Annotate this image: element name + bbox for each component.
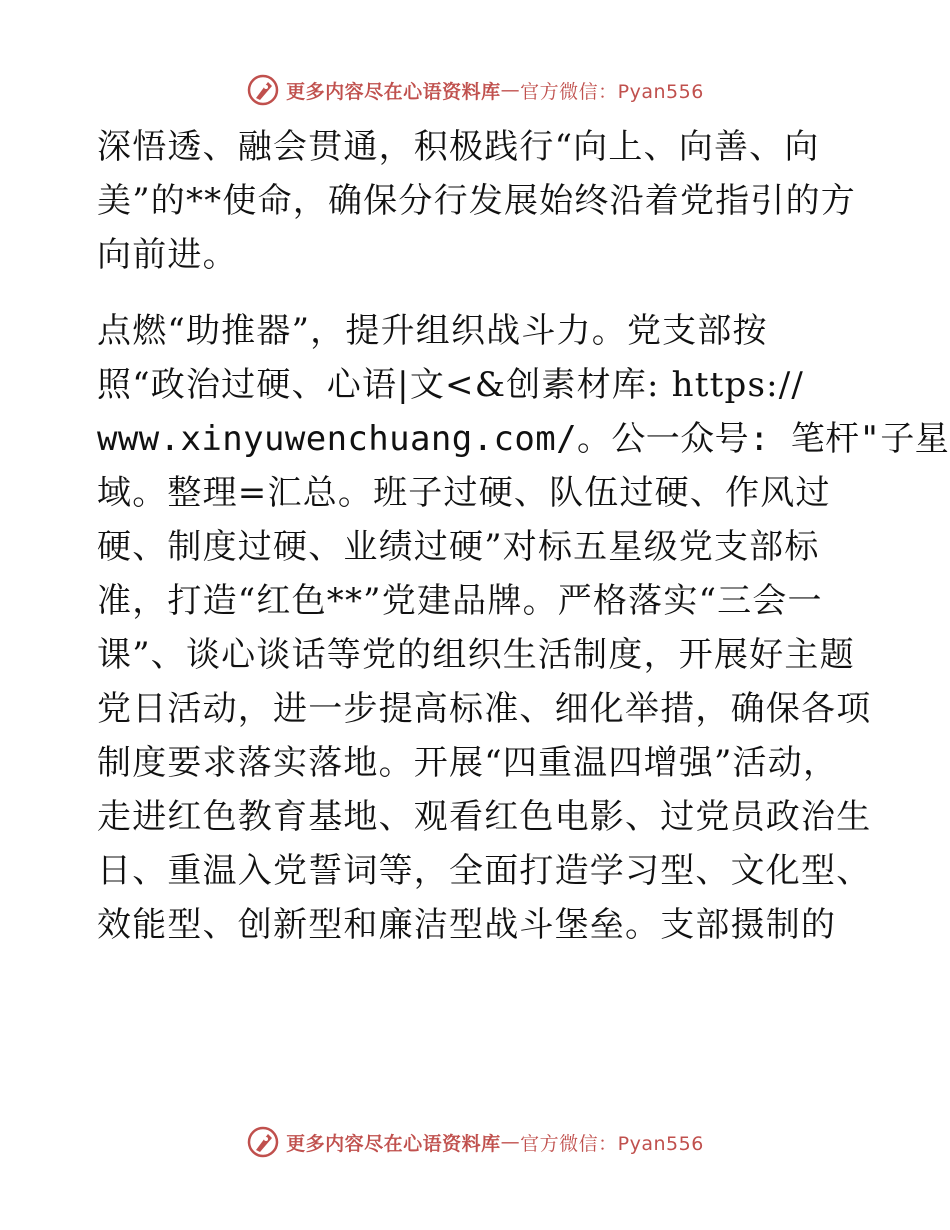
footer-watermark [0, 1124, 950, 1160]
pen-nib-logo-icon [246, 73, 280, 107]
banner-wechat: 官方微信：Pyan556 [520, 80, 704, 103]
pen-nib-logo-icon [246, 1125, 280, 1159]
text-line: 课”、谈心谈话等党的组织生活制度，开展好主题 [97, 635, 855, 675]
text-line: 日、重温入党誓词等，全面打造学习型、文化型、 [97, 851, 872, 891]
text-line: 准，打造“红色**”党建品牌。严格落实“三会一 [97, 581, 823, 621]
paragraph [97, 304, 950, 952]
document-body [97, 120, 950, 952]
text-line: 硬、制度过硬、业绩过硬”对标五星级党支部标 [97, 527, 820, 567]
paragraph [97, 120, 857, 282]
text-line: 党日活动，进一步提高标准、细化举措，确保各项 [97, 689, 872, 729]
banner-prefix: 更多内容尽在心语资料库 [286, 1132, 501, 1155]
banner-prefix: 更多内容尽在心语资料库 [286, 80, 501, 103]
text-line: 域。整理=汇总。班子过硬、队伍过硬、作风过 [97, 473, 831, 513]
text-line: 照“政治过硬、心语|文<&创素材库: https:// [97, 365, 805, 405]
text-line: 向前进。 [97, 235, 238, 275]
banner-dash: — [500, 1131, 521, 1153]
text-line: www.xinyuwenchuang.com/。公一众号: 笔杆"子星 [97, 419, 950, 459]
text-line: 美”的**使命，确保分行发展始终沿着党指引的方 [97, 181, 856, 221]
text-line: 点燃“助推器”，提升组织战斗力。党支部按 [97, 311, 768, 351]
text-line: 效能型、创新型和廉洁型战斗堡垒。支部摄制的 [97, 905, 837, 945]
banner-wechat: 官方微信：Pyan556 [520, 1132, 704, 1155]
header-watermark [0, 72, 950, 108]
text-line: 走进红色教育基地、观看红色电影、过党员政治生 [97, 797, 872, 837]
text-line: 深悟透、融会贯通，积极践行“向上、向善、向 [97, 127, 820, 167]
text-line: 制度要求落实落地。开展“四重温四增强”活动， [97, 743, 839, 783]
banner-dash: — [500, 79, 521, 101]
